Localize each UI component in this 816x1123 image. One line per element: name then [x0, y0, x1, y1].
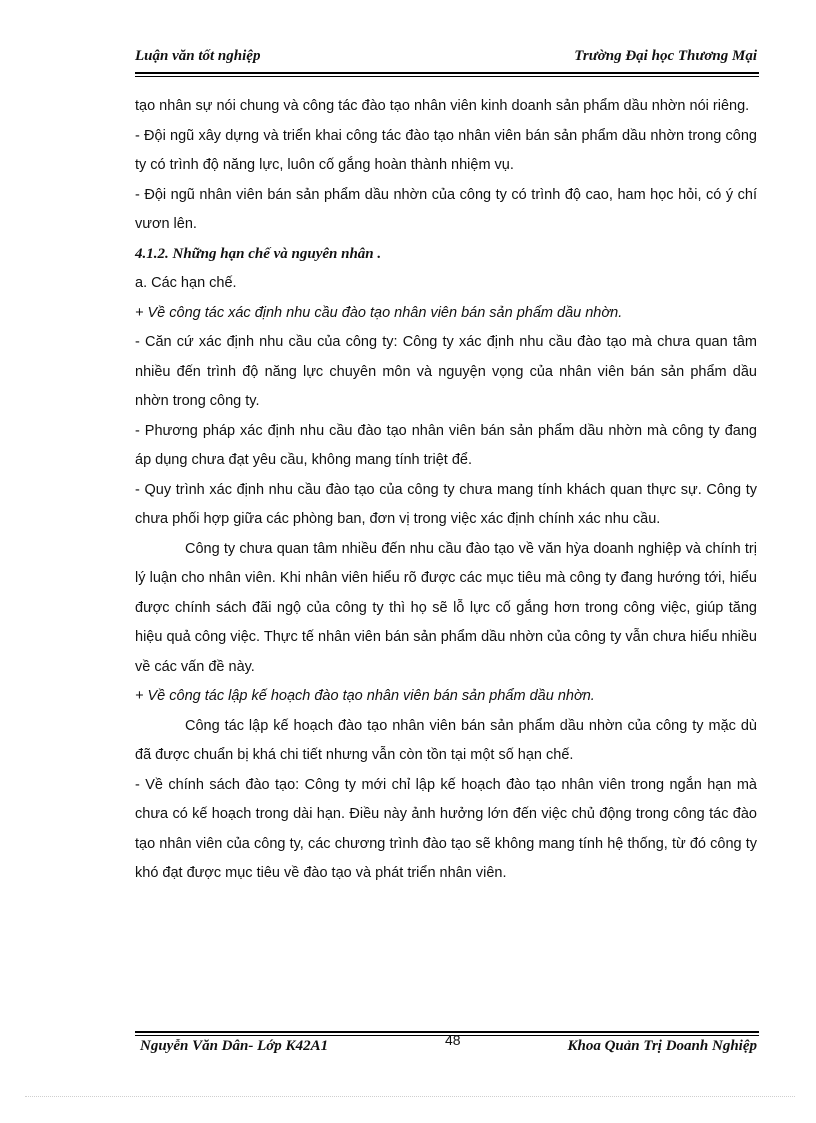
subsection-label: a. Các hạn chế. — [135, 275, 237, 291]
page-number: 48 — [445, 1032, 461, 1048]
bullet-paragraph: - Về chính sách đào tạo: Công ty mới chỉ lập kế hoạch đào tạo nhân viên trong ngắn hạn mà chưa có kế hoạch trong dài hạn. Điều này ảnh hưởng lớn đến việc chủ động trong công tác đào tạo nhân viên của công ty, các chương trình đào tạo sẽ không mang tính hệ thống, từ đó công ty khó đạt được mục tiêu về đào tạo và phát triển nhân viên. — [135, 776, 757, 881]
header-rule-thin — [135, 76, 759, 77]
bullet-paragraph: - Quy trình xác định nhu cầu đào tạo của công ty chưa mang tính khách quan thực sự. Công ty chưa phối hợp giữa các phòng ban, đơn vị trong việc xác định chính xác nhu cầu. — [135, 481, 757, 527]
page-header — [135, 48, 757, 70]
footer-author: Nguyễn Văn Dân- Lớp K42A1 — [140, 1038, 329, 1054]
paragraph: tạo nhân sự nói chung và công tác đào tạo nhân viên kinh doanh sản phẩm dầu nhờn nói riêng. — [135, 98, 750, 114]
header-university: Trường Đại học Thương Mại — [574, 48, 757, 64]
bullet-paragraph: - Đội ngũ xây dựng và triển khai công tác đào tạo nhân viên bán sản phẩm dầu nhờn trong công ty có trình độ năng lực, luôn cố gắng hoàn thành nhiệm vụ. — [135, 127, 757, 173]
bullet-paragraph: - Căn cứ xác định nhu cầu của công ty: Công ty xác định nhu cầu đào tạo mà chưa quan tâm nhiều đến trình độ năng lực chuyên môn và nguyện vọng của nhân viên bán sản phẩm dầu nhờn trong công ty. — [135, 334, 757, 409]
indented-paragraph: Công tác lập kế hoạch đào tạo nhân viên bán sản phẩm dầu nhờn của công ty mặc dù đã được chuẩn bị khá chi tiết nhưng vẫn còn tồn tại một số hạn chế. — [135, 717, 757, 763]
page-edge-divider — [25, 1096, 795, 1097]
header-thesis-label: Luận văn tốt nghiệp — [135, 48, 261, 64]
page-footer — [135, 1032, 757, 1060]
section-heading: 4.1.2. Những hạn chế và nguyên nhân . — [135, 245, 382, 262]
indented-paragraph: Công ty chưa quan tâm nhiều đến nhu cầu đào tạo về văn hỳa doanh nghiệp và chính trị lý luận cho nhân viên. Khi nhân viên hiểu rõ được các mục tiêu mà công ty đang hướng tới, hiểu được chính sách đãi ngộ của công ty thì họ sẽ lỗ lực cố gắng hơn trong công việc, giúp tăng hiệu quả công việc. Thực tế nhân viên bán sản phẩm dầu nhờn của công ty vẫn chưa hiểu nhiều về các vấn đề này. — [135, 540, 757, 675]
italic-subheading: + Về công tác xác định nhu cầu đào tạo nhân viên bán sản phẩm dầu nhờn. — [135, 304, 623, 321]
bullet-paragraph: - Đội ngũ nhân viên bán sản phẩm dầu nhờn của công ty có trình độ cao, ham học hỏi, có ý chí vươn lên. — [135, 186, 757, 232]
footer-department: Khoa Quản Trị Doanh Nghiệp — [567, 1038, 757, 1054]
document-body — [135, 92, 757, 889]
header-rule-thick — [135, 72, 759, 74]
bullet-paragraph: - Phương pháp xác định nhu cầu đào tạo nhân viên bán sản phẩm dầu nhờn mà công ty đang áp dụng chưa đạt yêu cầu, không mang tính triệt để. — [135, 422, 757, 468]
italic-subheading: + Về công tác lập kế hoạch đào tạo nhân viên bán sản phẩm dầu nhờn. — [135, 688, 595, 704]
